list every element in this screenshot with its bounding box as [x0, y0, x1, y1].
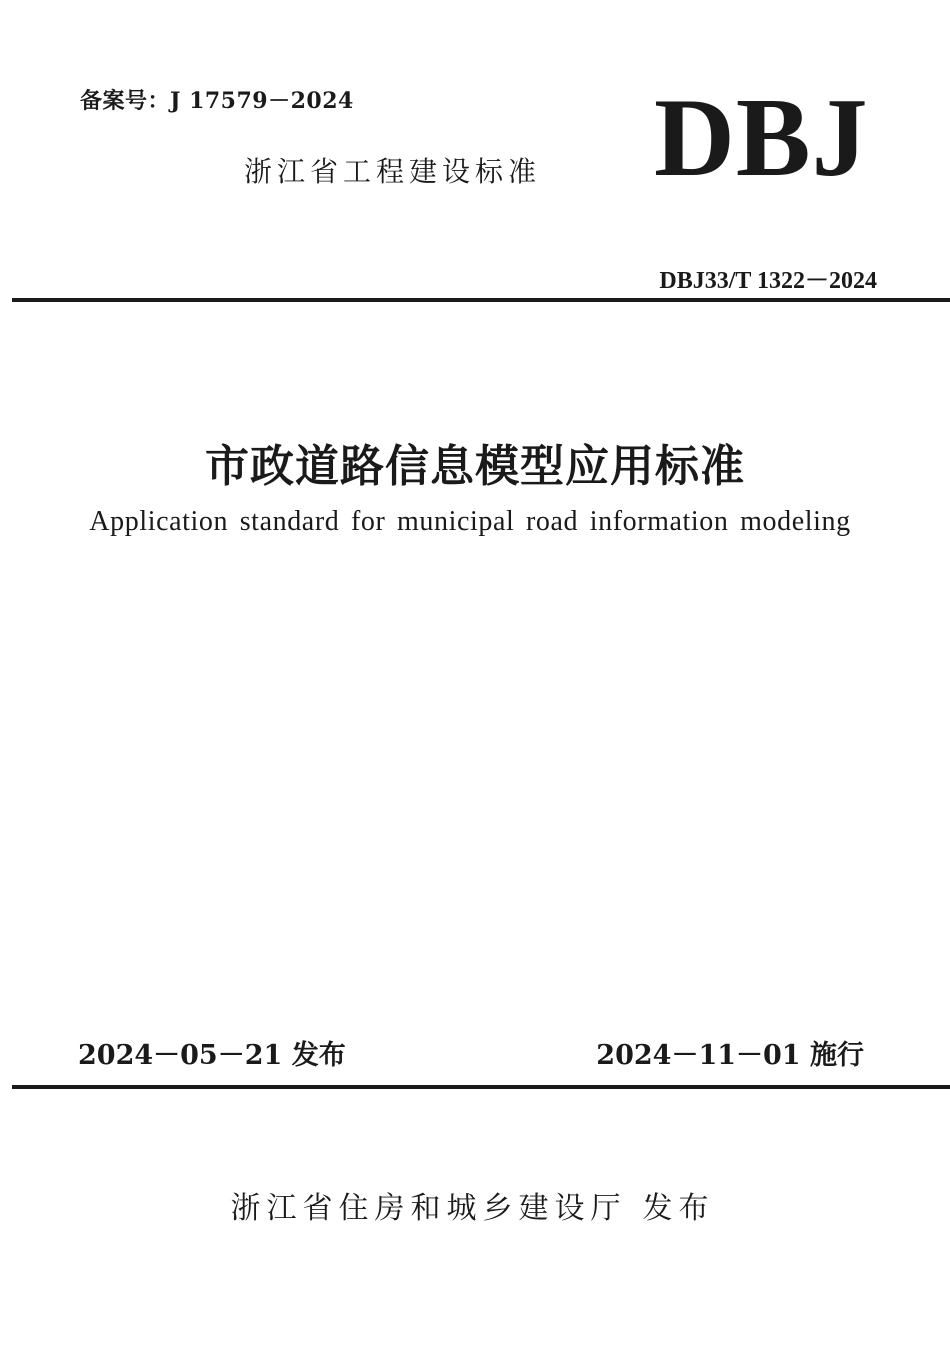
document-title-english: Application standard for municipal road information modeling: [89, 506, 851, 537]
top-divider: [12, 298, 950, 302]
publisher-line: [0, 1183, 945, 1227]
document-title-chinese: 市政道路信息模型应用标准: [205, 441, 745, 492]
effective-date: 2024－11－01 施行: [596, 1040, 864, 1071]
standard-number: DBJ33/T 1322－2024: [659, 268, 877, 294]
standard-category: 浙江省工程建设标准: [244, 155, 542, 188]
record-number: 备案号：J 17579－2024: [80, 88, 354, 114]
publisher-name: 浙江省住房和城乡建设厅: [230, 1191, 627, 1226]
bottom-divider: [12, 1085, 950, 1089]
dbj-logo: DBJ: [654, 76, 869, 200]
publisher-issue-word: 发布: [642, 1191, 715, 1226]
issue-date: 2024－05－21 发布: [78, 1040, 346, 1071]
